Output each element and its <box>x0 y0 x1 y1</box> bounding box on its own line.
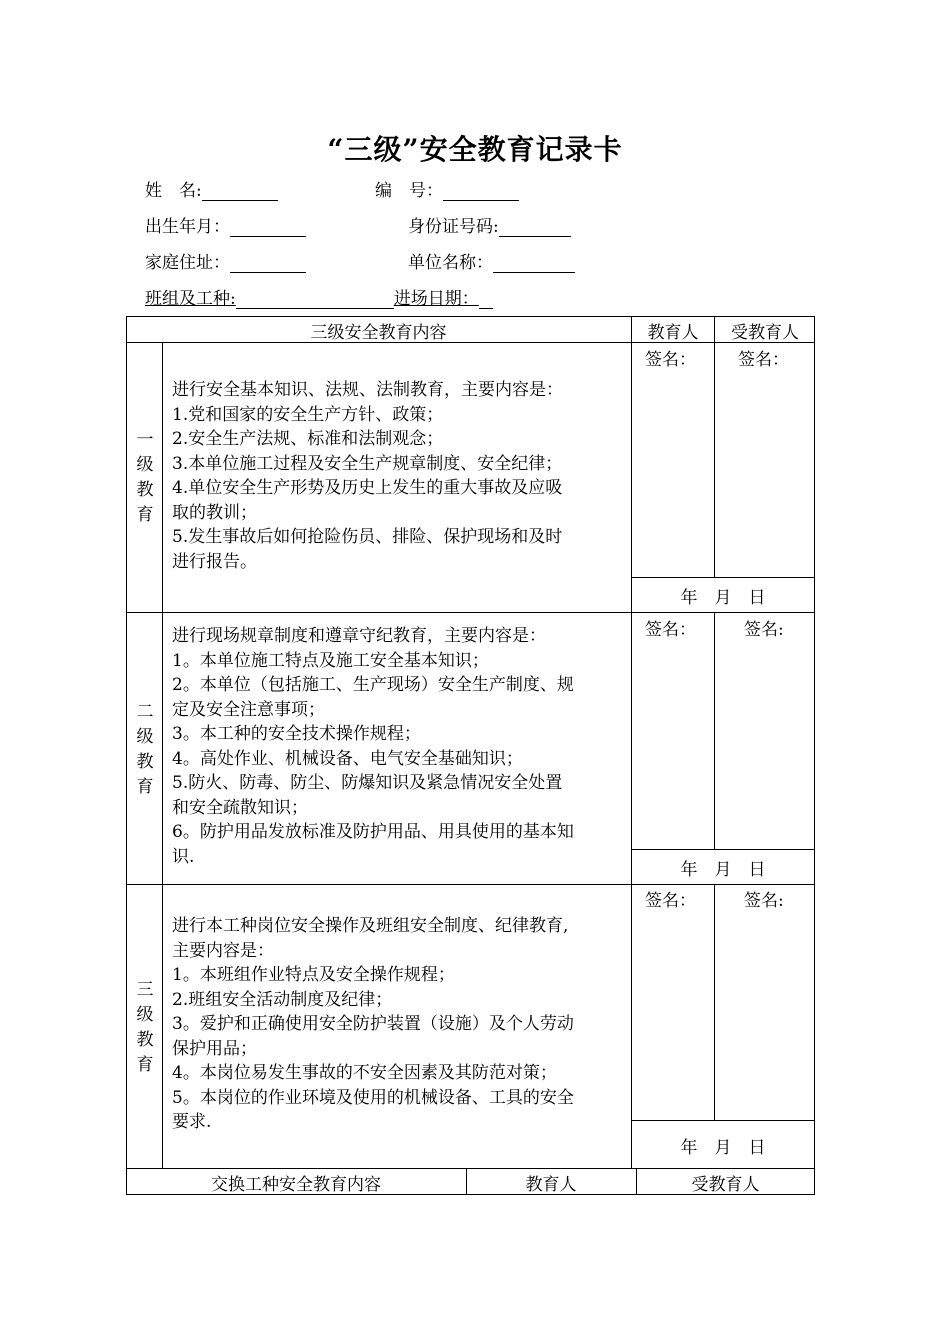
level-2-educatee-sign[interactable]: 签名: <box>744 620 784 640</box>
number-label: 编 号： <box>375 181 443 201</box>
level-3-content: 进行本工种岗位安全操作及班组安全制度、纪律教育, 主要内容是： 1。本班组作业特点及安全操作规程； 2.班组安全活动制度及纪律； 3。爱护和正确使用安全防护装置（设施）及个人劳动 保护用品； 4。本岗位易发生事故的不安全因素及其防范对策； 5。本岗位的作业环境及使用的机械设备、工具的安全 要求. <box>172 916 574 1132</box>
id-label: 身份证号码: <box>408 217 499 237</box>
level-2-content: 进行现场规章制度和遵章守纪教育，主要内容是： 1。本单位施工特点及施工安全基本知识； 2。本单位（包括施工、生产现场）安全生产制度、规 定及安全注意事项； 3。本工种的安全技术操作规程； 4。高处作业、机械设备、电气安全基础知识； 5.防火、防毒、防尘、防爆知识及紧急情况安全处置 和安全疏散知识； 6。防护用品发放标准及防护用品、用具使用的基本知 识. <box>172 626 574 867</box>
birth-label: 出生年月： <box>145 217 230 237</box>
team-label: 班组及工种: <box>145 289 236 309</box>
birth-blank[interactable] <box>230 218 306 237</box>
entry-blank[interactable] <box>479 291 493 309</box>
name-field <box>145 176 278 201</box>
footer-content: 交换工种安全教育内容 <box>211 1175 381 1195</box>
page-title: “三级”安全教育记录卡 <box>327 133 623 166</box>
number-blank[interactable] <box>443 182 519 201</box>
team-field <box>145 284 493 309</box>
unit-field <box>408 248 575 273</box>
level-3-educator-sign[interactable]: 签名： <box>645 891 696 911</box>
id-blank[interactable] <box>499 218 571 237</box>
level-2-label: 二 级 教 育 <box>136 702 154 797</box>
footer-educator: 教育人 <box>525 1175 577 1195</box>
header-content: 三级安全教育内容 <box>310 323 447 343</box>
address-field <box>145 248 306 273</box>
level-2-educator-sign[interactable]: 签名： <box>645 620 696 640</box>
id-field <box>408 212 571 237</box>
entry-label: 进场日期： <box>393 289 479 309</box>
level-2-date: 年 月 日 <box>680 860 766 880</box>
level-1-educator-sign[interactable]: 签名： <box>645 350 696 370</box>
name-blank[interactable] <box>202 182 278 201</box>
unit-label: 单位名称： <box>408 253 493 273</box>
footer-educatee: 受教育人 <box>691 1175 760 1195</box>
birth-field <box>145 212 306 237</box>
level-3-label: 三 级 教 育 <box>136 980 154 1075</box>
header-educator: 教育人 <box>647 323 699 343</box>
header-educatee: 受教育人 <box>731 323 799 343</box>
level-3-date: 年 月 日 <box>680 1138 766 1158</box>
address-blank[interactable] <box>230 254 306 273</box>
number-field <box>375 176 519 201</box>
unit-blank[interactable] <box>493 254 575 273</box>
level-1-educatee-sign[interactable]: 签名： <box>738 350 789 370</box>
address-label: 家庭住址： <box>145 253 230 273</box>
team-blank[interactable] <box>236 291 394 309</box>
name-label: 姓 名: <box>145 181 202 201</box>
level-3-educatee-sign[interactable]: 签名: <box>744 891 784 911</box>
level-1-label: 一 级 教 育 <box>136 430 154 525</box>
level-1-content: 进行安全基本知识、法规、法制教育，主要内容是： 1.党和国家的安全生产方针、政策； 2.安全生产法规、标准和法制观念； 3.本单位施工过程及安全生产规章制度、安全纪律； 4.单位安全生产形势及历史上发生的重大事故及应吸 取的教训； 5.发生事故后如何抢险伤员、排险、保护现场和及时 进行报告。 <box>172 380 563 572</box>
level-1-date: 年 月 日 <box>680 588 766 608</box>
